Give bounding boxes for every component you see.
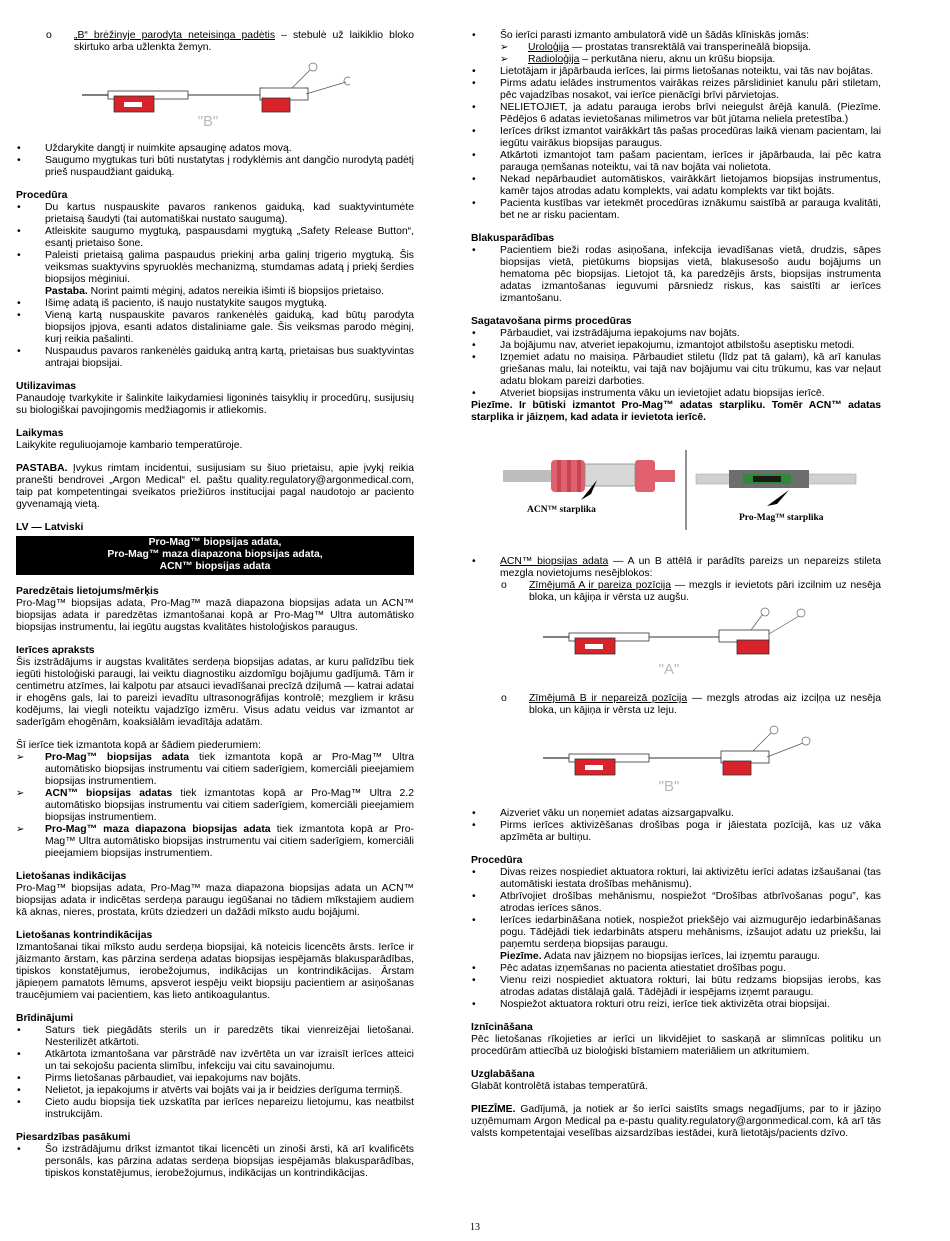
list-item: • Ja bojājumu nav, atveriet iepakojumu, izmantojot atbilstošu aseptisku metodi.	[471, 340, 881, 352]
figure-b-caption: Zīmējumā B ir nepareizā pozīcija	[529, 693, 688, 704]
list-item: • Pēc adatas izņemšanas no pacienta atiestatiet drošības pogu.	[471, 963, 881, 975]
list-item	[471, 30, 881, 66]
list-item: • Pirms lietošanas pārbaudiet, vai iepakojums nav bojāts.	[16, 1073, 414, 1085]
clinical-area	[500, 54, 881, 66]
list-item: • Atveriet biopsijas instrumenta vāku un ievietojiet adatu biopsijas ierīcē.	[471, 388, 881, 400]
lv-procedure-note-label: Piezīme.	[500, 951, 542, 962]
page-number: 13	[470, 1222, 480, 1233]
list-item: • Atbrīvojiet drošības mehānismu, nospiežot “Drošības atbrīvošanas pogu”, kas atrodas ierīces sānos.	[471, 891, 881, 915]
list-item: • Šo izstrādājumu drīkst izmantot tikai licencēti un zinoši ārsti, kā arī kvalificēts personāls, kas pārzina adatas serdeņa biopsijas iespējamās blakusparādības, tipiskos konstatējumus, ierobežojumus, indikācijas un kontrindikācijas.	[16, 1144, 414, 1180]
contraindications-heading: Lietošanas kontrindikācijas	[16, 930, 153, 941]
needle-figure-b-lv	[541, 717, 811, 797]
lt-procedure-heading: Procedūra	[16, 190, 68, 201]
list-item: • Saturs tiek piegādāts sterils un ir paredzēts tikai vienreizējai lietošanai. Nesterilizēt atkārtoti.	[16, 1025, 414, 1049]
figure-label-a: "A"	[658, 661, 680, 678]
list-item: • Atleiskite saugumo mygtuką, paspausdami mygtuką „Safety Release Button“, esantį prietaiso šone.	[16, 226, 414, 250]
lv-storage-heading: Uzglabāšana	[471, 1069, 535, 1080]
figure-b-list	[471, 693, 881, 717]
accessory-text: tiek izmantotas kopā ar Pro-Mag™ Ultra 2.2 automātisko biopsijas instrumentu vai citiem saderīgiem, komerciāli pieejamiem biopsijas instrumentiem.	[45, 788, 415, 823]
lv-disposal-text: Pēc lietošanas rīkojieties ar ierīci un likvidējiet to saskaņā ar slimnīcas politiku un procedūrām attiecībā uz bioloģiski bīstamiem materiāliem un atkritumiem.	[471, 1034, 881, 1057]
figure-a-item	[499, 580, 881, 604]
lt-pastaba-text: Norint paimti mėginį, adatos nereikia išimti iš biopsijos prietaiso.	[87, 286, 385, 297]
list-item	[471, 556, 881, 580]
lv-procedure-list	[471, 867, 881, 1011]
lv-procedure-heading: Procedūra	[471, 855, 523, 866]
lv-procedure-note-text: Adata nav jāizņem no biopsijas ierīces, lai izņemtu paraugu.	[541, 951, 820, 962]
accessories-intro: Šī ierīce tiek izmantota kopā ar šādiem piederumiem:	[16, 740, 261, 751]
list-item: • Du kartus nuspauskite pavaros rankenos gaiduką, kad suaktyvintumėte prietaisą šaudyti (tai automatiškai nustato saugumą).	[16, 202, 414, 226]
device-description-text: Šis izstrādājums ir augstas kvalitātes serdeņa biopsijas adatas, ar kuru palīdzību tiek iegūti histoloģiski paraugi, lai veiktu diagnostiku aizdomīgu bojājumu gadījumā. Tām ir centimetru atzīmes, lai kalpotu par atsauci ievadīšanai precīzā dziļumā — katrai adatai ir ehogēns gals, lai to pareizi ievadītu ultrasonogrāfijas kontrolē; mezgliem ir krāsu kodējums, lai viegli noteiktu vajadzīgo izmēru. Visus adatu veidus var izmantot ar saderīgām ehogēnām, koaksiālām ievadītāja adatām.	[16, 657, 414, 728]
lt-pastaba-label: Pastaba.	[45, 286, 88, 297]
list-item: • Nospiežot aktuatora rokturi otru reizi, ierīce tiek aktivizēta otrai biopsijai.	[471, 999, 881, 1011]
lt-figure-b-text: – stebulė už laikiklio bloko skirtuko arba užlenkta žemyn.	[74, 30, 414, 53]
list-item	[16, 752, 414, 788]
acn-needle-title: ACN™ biopsijas adata	[500, 556, 609, 567]
lt-figure-b-caption: „B“ brėžinyje parodyta neteisinga padėtis	[74, 30, 276, 41]
accessory-name: Pro-Mag™ maza diapazona biopsijas adata	[45, 824, 271, 835]
right-column	[471, 30, 881, 1140]
intended-use-text: Pro-Mag™ biopsijas adata, Pro-Mag™ mazā diapazona biopsijas adata un ACN™ biopsijas adata ir paredzētas izmantošanai kopā ar Pro-Mag™ Ultra automātisko biopsijas instrumentu, lai iegūtu augstas kvalitātes histoloģiskos paraugus.	[16, 598, 414, 633]
list-item: • Pārbaudiet, vai izstrādājuma iepakojums nav bojāts.	[471, 328, 881, 340]
lv-disposal-heading: Iznīcināšana	[471, 1022, 533, 1033]
clinical-intro: Šo ierīci parasti izmanto ambulatorā vidē un šādās klīniskās jomās:	[500, 30, 809, 41]
lt-figure-b-item	[44, 30, 414, 54]
accessory-text: tiek izmantota kopā ar Pro-Mag™ Ultra automātisko biopsijas instrumentu vai citiem saderīgiem, komerciāli pieejamiem biopsijas instrumentiem.	[45, 752, 414, 787]
lv-product-title-line: ACN™ biopsijas adata	[159, 561, 271, 572]
lv-note-text: Gadījumā, ja notiek ar šo ierīci saistīts smags negadījums, par to ir jāziņo uzņēmumam Argon Medical pa e-pastu quality.regulatory@argonmedical.com, kā arī tās valsts kompetentajai veselības aizsardzības iestādei, kurā lietotājs/pacients dzīvo.	[471, 1104, 881, 1139]
list-item: • Nelietot, ja iepakojums ir atvērts vai bojāts vai ja ir beidzies derīguma termiņš.	[16, 1085, 414, 1097]
lv-storage-text: Glabāt kontrolētā istabas temperatūrā.	[471, 1081, 648, 1092]
list-item: • Pirms ierīces aktivizēšanas drošības poga ir jāiestata pozīcijā, kas uz vāka apzīmēta ar bultiņu.	[471, 820, 881, 844]
indications-heading: Lietošanas indikācijas	[16, 871, 127, 882]
list-item	[16, 824, 414, 860]
list-item: • Cieto audu biopsija tiek uzskatīta par ierīces nepareizu lietojumu, kas neatbilst instrukcijām.	[16, 1097, 414, 1121]
lt-note-label: PASTABA.	[16, 463, 68, 474]
side-effects-list	[471, 245, 881, 305]
device-description-heading: Ierīces apraksts	[16, 645, 95, 656]
clinical-area	[500, 42, 881, 54]
list-item: • Uždarykite dangtį ir nuimkite apsauginę adatos movą.	[16, 143, 414, 155]
list-item: • Atkārtoti izmantojot tam pašam pacientam, ierīces ir jāpārbauda, lai pēc katra parauga ņemšanas noteiktu, vai tā nav bojāta vai nolietota.	[471, 150, 881, 174]
lt-disposal-text: Panaudoję tvarkykite ir šalinkite laikydamiesi ligoninės taisyklių ir procedūrų, susijusių su biologiškai pavojingomis medžiagomis ir atliekomis.	[16, 393, 414, 416]
acn-needle-text: — A un B attēlā ir parādīts pareizs un nepareizs stileta mezgla novietojums nesējblokos:	[500, 556, 881, 579]
lt-storage-heading: Laikymas	[16, 428, 64, 439]
accessories-list	[16, 752, 414, 860]
list-item: • Saugumo mygtukas turi būti nustatytas į rodyklėmis ant dangčio nurodytą padėtį prieš nuspaudžiant gaiduką.	[16, 155, 414, 179]
clinical-area-name: Uroloģija	[528, 42, 570, 53]
accessory-name: Pro-Mag™ biopsijas adata	[45, 752, 190, 763]
lv-product-title-box	[16, 536, 414, 575]
lv-incident-note	[471, 1104, 881, 1140]
precautions-list	[16, 1144, 414, 1180]
lv-language-heading: LV — Latviski	[16, 522, 84, 533]
spacer-photos-illustration	[471, 450, 881, 530]
list-item: • Lietotājam ir jāpārbauda ierīces, lai pirms lietošanas noteiktu, vai tās nav bojātas.	[471, 66, 881, 78]
list-item	[471, 915, 881, 963]
figure-b-text: — mezgls atrodas aiz izciļņa uz nesēja bloka, un kājiņa ir vērsta uz leju.	[529, 693, 881, 716]
list-item: • Nekad nepārbaudiet automātiskos, vairākkārt lietojamos biopsijas instrumentus, kamēr tajos atrodas adatu komplekts, vai adatu komplekts var tikt bojāts.	[471, 174, 881, 198]
list-item: • Atkārtota izmantošana var pārstrādē nav izvērtēta un var izraisīt ierīces atteici un tai sekojošu pacienta slimību, infekciju vai citu savainojumu.	[16, 1049, 414, 1073]
list-item	[16, 250, 414, 298]
warnings-heading: Brīdinājumi	[16, 1013, 74, 1024]
list-item: • Vieną kartą nuspauskite pavaros rankenėlės gaiduką, kad būtų parodyta biopsijos įpjova, esanti adatos distaliniame gale. Šis veiksmas parodo mėginį, kurį reikia pašalinti.	[16, 310, 414, 346]
lt-top-bullets	[16, 143, 414, 179]
clinical-use-list	[471, 30, 881, 222]
clinical-area-name: Radioloģija	[528, 54, 580, 65]
lt-note-text: Įvykus rimtam incidentui, susijusiam su šiuo prietaisu, apie įvykį reikia pranešti bendrovei „Argon Medical“ el. paštu quality.regulatory@argonmedical.com, taip pat kompetentingai sveikatos priežiūros institucijai pagal naudotojo ar paciento gyvenamąją vietą.	[16, 463, 414, 510]
lv-note-label: PIEZĪME.	[471, 1104, 516, 1115]
precautions-heading: Piesardzības pasākumi	[16, 1132, 131, 1143]
list-item: • Ierīces drīkst izmantot vairākkārt tās pašas procedūras laikā vienam pacientam, lai iegūtu vairākus biopsijas paraugus.	[471, 126, 881, 150]
list-item: • Išimę adatą iš paciento, iš naujo nustatykite saugos mygtuką.	[16, 298, 414, 310]
list-item: • Divas reizes nospiediet aktuatora rokturi, lai aktivizētu ierīci adatas izšaušanai (tas automātiski iestata drošības mehānismu).	[471, 867, 881, 891]
list-item: • Pirms adatu ielādes instrumentos vairākas reizes pārslidiniet kanulu pāri stiletam, pēc vajadzības nosakot, vai ierīce pienācīgi brīvi pārvietojas.	[471, 78, 881, 102]
figure-label-b-lt: "B"	[197, 113, 219, 130]
list-item: • NELIETOJIET, ja adatu parauga ierobs brīvi neiegulst ārējā kanulā. (Piezīme. Pēdējos 6 adatas ievietošanas milimetros var būt jūtama neliela pretestība.)	[471, 102, 881, 126]
spacer-photos	[471, 450, 881, 530]
figure-a-caption: Zīmējumā A ir pareiza pozīcija	[529, 580, 671, 591]
lv-procedure-step-3: Ierīces iedarbināšana notiek, nospiežot priekšējo vai aizmugurējo iedarbināšanas pogu. Tādējādi tiek iedarbināts atsperu mehānisms, izšaujot adatu uz priekšu, lai paņemtu serdeņa biopsijas paraugu.	[500, 915, 881, 950]
photo-label-acn: ACN™ starplika	[527, 505, 596, 515]
list-item: • Vienu reizi nospiediet aktuatora rokturi, lai būtu redzams biopsijas ierobs, kas atrodas adatas distālajā galā. Tādējādi ir iespējams izņemt paraugu.	[471, 975, 881, 999]
photo-label-promag: Pro-Mag™ starplika	[739, 513, 824, 523]
side-effects-heading: Blakusparādības	[471, 233, 555, 244]
after-figures-list	[471, 808, 881, 844]
list-item: • Aizveriet vāku un noņemiet adatas aizsargapvalku.	[471, 808, 881, 820]
preparation-heading: Sagatavošana pirms procedūras	[471, 316, 632, 327]
spacer-important-note: Piezīme. Ir būtiski izmantot Pro-Mag™ adatas starpliku. Tomēr ACN™ adatas starplika ir jāizņem, kad adata ir ievietota ierīcē.	[471, 400, 881, 423]
lt-procedure-step-3: Paleisti prietaisą galima paspaudus priekinį arba galinį trigerio mygtuką. Šis veiksmas suaktyvins spyruoklės mechanizmą, stumdamas adatą į priekį šerdies biopsijos mėginiui.	[45, 250, 414, 285]
preparation-list	[471, 328, 881, 400]
clinical-area-text: — prostatas transrektālā vai transperineālā biopsija.	[569, 42, 812, 53]
indications-text: Pro-Mag™ biopsijas adata, Pro-Mag™ maza diapazona biopsijas adata un ACN™ biopsijas adata ir indicētas serdeņa paraugu iegūšanai no tādiem mīkstajiem audiem kā aknas, nieres, prostata, krūts dziedzeri un dažādi mīksto audu bojājumi.	[16, 883, 414, 918]
needle-figure-b-lt	[80, 54, 350, 132]
acn-needle-list	[471, 556, 881, 580]
figure-a-text: — mezgls ir ievietots pāri izcilnim uz nesēja bloka, un kājiņa ir vērsta uz augšu.	[529, 580, 881, 603]
left-column	[16, 30, 414, 1180]
warnings-list	[16, 1025, 414, 1121]
lt-figure-b-list	[16, 30, 414, 54]
lt-procedure-list	[16, 202, 414, 370]
contraindications-text: Izmantošanai tikai mīksto audu serdeņa biopsijai, kā noteicis licencēts ārsts. Ierīce ir jāizmanto ārstam, kas pārzina serdeņa adatas biopsijas iespējamās blakusparādības, tipiskos konstatējumus, ierobežojumus, indikācijas un kontrindikācijas. Ārstam jāpieņem pamatots lēmums, apsverot iespēju veikt biopsiju pacientiem ar asiņošanas traucējumiem vai pacientiem, kas lieto antikoagulantus.	[16, 942, 414, 1001]
list-item	[16, 788, 414, 824]
needle-figure-a	[541, 604, 811, 682]
list-item: • Pacienta kustības var ietekmēt procedūras iznākumu saistībā ar parauga kvalitāti, bet ne ar risku pacientam.	[471, 198, 881, 222]
figure-a-list	[471, 580, 881, 604]
lv-product-title-line: Pro-Mag™ maza diapazona biopsijas adata,	[107, 549, 323, 560]
lt-disposal-heading: Utilizavimas	[16, 381, 77, 392]
list-item: • Izņemiet adatu no maisiņa. Pārbaudiet stiletu (līdz pat tā galam), kā arī kanulas griešanas malu, lai noteiktu, vai tajā nav bojājumu vai citu trūkumu, kas var neļaut adatu blokam pareizi darboties.	[471, 352, 881, 388]
accessory-text: tiek izmantota kopā ar Pro-Mag™ Ultra automātisko biopsijas instrumentu vai citiem saderīgiem, komerciāli pieejamiem biopsijas instrumentiem.	[45, 824, 414, 859]
figure-b-item	[499, 693, 881, 717]
clinical-area-text: – perkutāna nieru, aknu un krūšu biopsija.	[579, 54, 776, 65]
intended-use-heading: Paredzētais lietojums/mērķis	[16, 586, 159, 597]
list-item: • Nuspaudus pavaros rankenėlės gaiduką antrą kartą, prietaisas bus suaktyvintas antrajai biopsijai.	[16, 346, 414, 370]
clinical-areas	[500, 42, 881, 66]
figure-label-b-lv: "B"	[658, 778, 680, 795]
lt-incident-note	[16, 463, 414, 511]
accessory-name: ACN™ biopsijas adatas	[45, 788, 173, 799]
lt-storage-text: Laikykite reguliuojamoje kambario temperatūroje.	[16, 440, 243, 451]
lv-product-title-line: Pro-Mag™ biopsijas adata,	[148, 537, 282, 548]
list-item: • Pacientiem bieži rodas asiņošana, infekcija ievadīšanas vietā, drudzis, sāpes biopsijas vietā, pietūkums biopsijas vietā, blakusesošo audu bojājums un hematoma pēc biopsijas. Lietojot tā, ka paredzējis ārsts, biopsijas instrumenta adatas izmantošanas ieguvumi pārsniedz riskus, kas saistīti ar ierīces izmantošanu.	[471, 245, 881, 305]
